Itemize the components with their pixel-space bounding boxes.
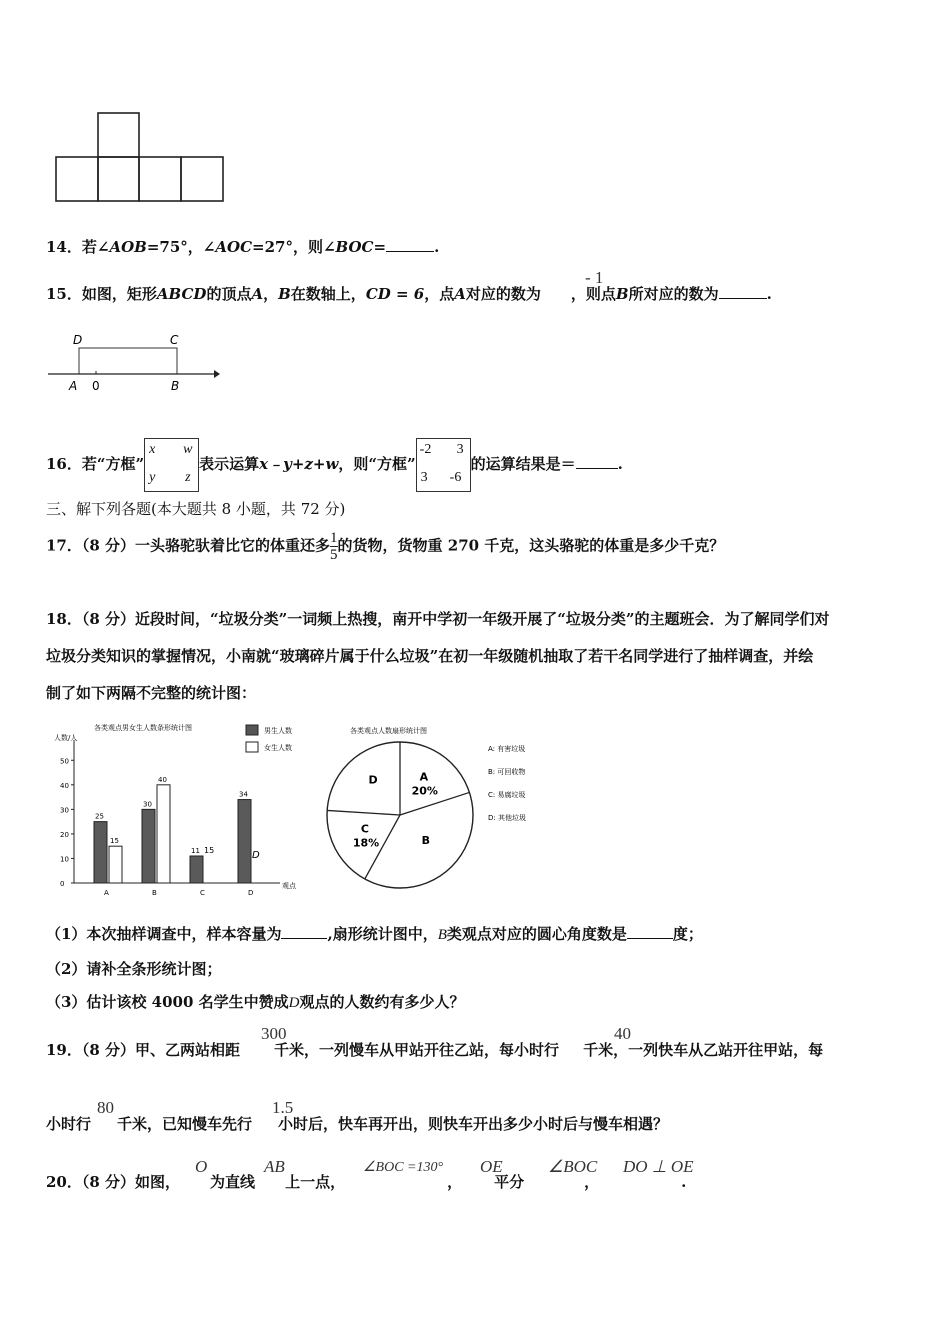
fraction-one-fifth: $\frac{1}{5}$ (330, 530, 338, 563)
answer-blank[interactable] (719, 298, 767, 299)
bar-value-label: 30 (143, 800, 152, 809)
answer-blank[interactable] (281, 938, 327, 939)
number-line-figure (46, 328, 221, 394)
net-square-3 (139, 157, 181, 201)
net-square-top (98, 113, 139, 157)
pie-slice-label-D: D (368, 773, 378, 787)
bar-B-male (142, 809, 155, 883)
box-matrix-2: -2 3 3 -6 (416, 438, 471, 492)
rectangle-abcd (79, 348, 177, 374)
question-18-line2: 垃圾分类知识的掌握情况，小南就“玻璃碎片属于什么垃圾”在初一年级随机抽取了若干名同学进行了抽样调查，并绘 (46, 647, 814, 665)
question-18-sub1: （1）本次抽样调查中，样本容量为 ,扇形统计图中，B类观点对应的圆心角度数是 度； (46, 925, 703, 943)
bar-A-female (109, 846, 122, 883)
bar-value-label: 34 (239, 790, 248, 799)
answer-blank[interactable] (576, 468, 618, 469)
x-tick-label: B (152, 889, 157, 896)
y-tick-label: 40 (60, 781, 69, 790)
pie-slice-label-C: C (360, 822, 369, 836)
pie-slice-percent-A: 20% (411, 784, 438, 798)
q19-slow-speed: 40 (614, 1024, 631, 1043)
question-16: 16．若“方框” x w y z 表示运算x﹣y+z+w，则“方框” -2 3 3 -6 的运算结果是＝ . (46, 438, 623, 492)
label-zero: 0 (92, 379, 100, 393)
cube-net-figure (50, 108, 230, 206)
question-18-line3: 制了如下两隔不完整的统计图： (46, 684, 257, 702)
legend-swatch-female (246, 742, 258, 752)
pie-legend-a: A: 有害垃圾 (488, 745, 526, 753)
answer-blank[interactable] (386, 251, 434, 252)
bar-chart (50, 718, 315, 896)
question-20: 20．（8 分）如图， 为直线 上一点， ， 平分 ， . (46, 1173, 687, 1191)
y-tick-label: 50 (60, 757, 69, 766)
legend-label-female: 女生人数 (264, 744, 292, 752)
y-tick-label: 0 (60, 880, 65, 888)
question-14: 14．若∠AOB=75°，∠AOC=27°，则∠BOC= . (46, 238, 440, 256)
y-tick-label: 20 (60, 830, 69, 839)
bar-D-male (238, 800, 251, 883)
pie-chart-title: 各类观点人数扇形统计图 (350, 727, 427, 735)
pie-chart (320, 720, 560, 898)
y-tick-label: 30 (60, 806, 69, 815)
label-a: A (69, 379, 78, 393)
question-17: 17．（8 分）一头骆驼驮着比它的体重还多 $\frac{1}{5}$ 的货物，货物重 270 千克，这头骆驼的体重是多少千克？ (46, 530, 725, 563)
net-square-4 (181, 157, 223, 201)
legend-swatch-male (246, 725, 258, 735)
box-matrix-1: x w y z (144, 438, 199, 492)
label-c: C (170, 333, 179, 347)
bar-chart-title: 各类观点男女生人数条形统计图 (94, 724, 192, 732)
bar-A-male (94, 822, 107, 883)
legend-label-male: 男生人数 (264, 727, 292, 735)
bar-chart-ylabel: 人数/人 (54, 734, 78, 742)
label-d: D (73, 333, 83, 347)
y-tick-label: 10 (60, 855, 69, 864)
q20-angle-boc-2: ∠BOC (548, 1157, 598, 1176)
net-square-2 (98, 157, 139, 201)
x-tick-label: A (104, 889, 109, 896)
q20-perpendicular: DO ⊥ OE (623, 1157, 694, 1176)
q19-hours: 1.5 (272, 1098, 294, 1117)
question-19-line1: 19．（8 分）甲、乙两站相距 千米，一列慢车从甲站开往乙站，每小时行 千米，一列快车从乙站开往甲站，每 (46, 1041, 824, 1059)
x-tick-label: D (248, 889, 254, 896)
net-square-1 (56, 157, 98, 201)
bar-value-label: 25 (95, 812, 104, 821)
bar-B-female (157, 785, 170, 883)
bar-value-label: 15 (110, 837, 119, 846)
q19-fast-speed: 80 (97, 1098, 114, 1117)
section-heading: 三、解下列各题(本大题共 8 小题，共 72 分) (46, 500, 346, 518)
bar-chart-xlabel: 观点 (282, 882, 296, 890)
pie-slice-percent-C: 18% (352, 836, 380, 850)
bar-annotation-d: D (252, 850, 260, 861)
label-b: B (171, 379, 180, 393)
q20-angle-boc: ∠BOC =130° (363, 1160, 444, 1175)
x-tick-label: C (200, 889, 205, 896)
q19-distance: 300 (261, 1024, 287, 1043)
pie-legend-c: C: 易腐垃圾 (488, 791, 526, 799)
question-18-sub2: （2）请补全条形统计图； (46, 960, 222, 978)
question-15: 15．如图，矩形ABCD的顶点A，B在数轴上，CD = 6，点A对应的数为 ，则点B所对应的数为 . (46, 285, 772, 303)
q20-point-o: O (195, 1157, 208, 1176)
pie-legend-b: B: 可回收物 (488, 768, 526, 776)
bar-annotation-c: 15 (204, 846, 215, 855)
answer-blank[interactable] (627, 938, 673, 939)
q20-ray-oe: OE (480, 1157, 503, 1176)
q20-line-ab: AB (264, 1157, 285, 1176)
q15-value: - 1 (585, 268, 604, 287)
question-18-line1: 18．（8 分）近段时间，“垃圾分类”一词频上热搜，南开中学初一年级开展了“垃圾分类”的主题班会．为了解同学们对 (46, 610, 830, 628)
pie-slice-label-A: A (419, 770, 429, 784)
question-18-sub3: （3）估计该校 4000 名学生中赞成D观点的人数约有多少人？ (46, 993, 465, 1011)
bar-value-label: 11 (191, 847, 200, 855)
pie-legend-d: D: 其他垃圾 (488, 814, 526, 822)
question-19-line2: 小时行 千米，已知慢车先行 小时后，快车再开出，则快车开出多少小时后与慢车相遇？ (46, 1115, 669, 1133)
arrow-head (214, 370, 220, 378)
bar-value-label: 40 (158, 775, 167, 784)
bar-C-male (190, 856, 203, 883)
pie-slice-label-B: B (421, 833, 430, 847)
